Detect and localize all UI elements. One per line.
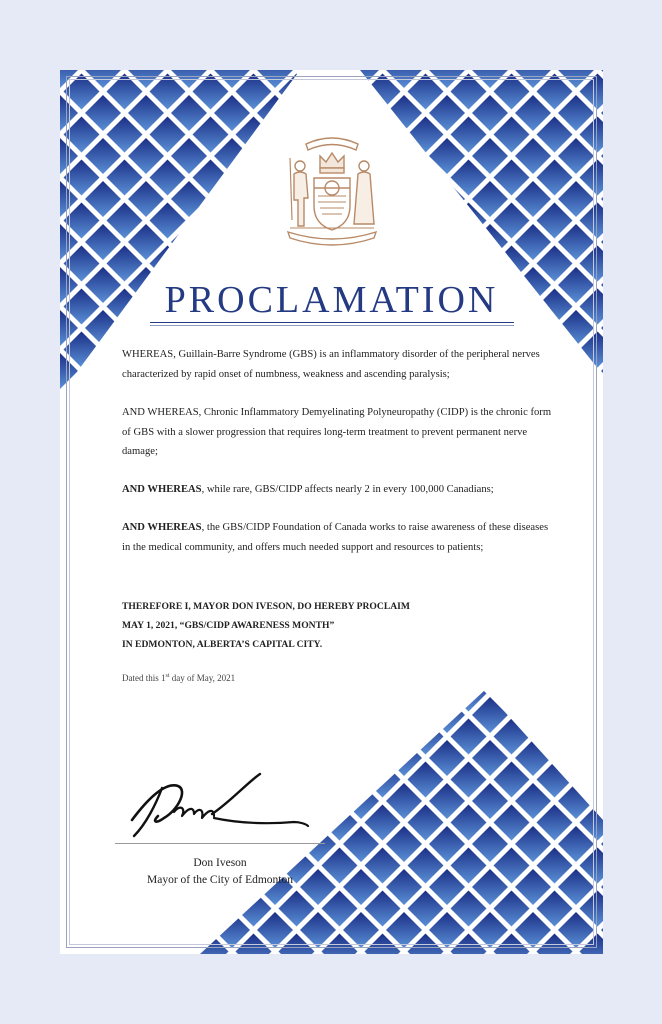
diamond-tile [451, 246, 487, 282]
diamond-tile [386, 181, 422, 217]
title-underline-secondary [150, 325, 514, 326]
whereas-lead: AND WHEREAS [122, 484, 202, 495]
diamond-tile [322, 246, 358, 282]
diamond-tile [322, 74, 358, 110]
diamond-tile [214, 654, 250, 690]
whereas-paragraph-2: AND WHEREAS, Chronic Inflammatory Demyelinating Polyneuropathy (CIDP) is the chronic form of GBS with a slower progression that requires long-term treatment to prevent permanent nerve damage; [122, 407, 552, 457]
diamond-tile [300, 70, 336, 88]
diamond-tile [60, 396, 78, 432]
diamond-tile [580, 676, 604, 712]
diamond-tile [343, 654, 379, 690]
diamond-tile [322, 676, 358, 712]
diamond-tile [580, 375, 604, 411]
diamond-tile [429, 654, 465, 690]
dated-line [122, 673, 235, 683]
diamond-tile [343, 740, 379, 776]
diamond-tile [558, 353, 594, 389]
diamond-tile [193, 719, 229, 755]
diamond-tile [322, 762, 358, 798]
diamond-tile [150, 934, 186, 955]
proclaim-line-3: IN EDMONTON, ALBERTA’S CAPITAL CITY. [122, 639, 323, 650]
dated-prefix: Dated this 1 [122, 673, 166, 683]
diamond-tile [558, 740, 594, 776]
page-title: PROCLAMATION [164, 279, 499, 321]
whereas-paragraph-3 [122, 480, 552, 500]
diamond-tile [236, 160, 272, 196]
diamond-tile [515, 697, 551, 733]
diamond-tile [214, 697, 250, 733]
diamond-tile [85, 396, 121, 432]
diamond-tile [386, 138, 422, 174]
diamond-tile [408, 676, 444, 712]
diamond-tile [279, 719, 315, 755]
diamond-tile [85, 353, 121, 389]
diamond-tile [365, 676, 401, 712]
whereas-paragraph-4 [122, 518, 552, 557]
diamond-tile [257, 697, 293, 733]
signature-line [115, 843, 325, 844]
diamond-tile [171, 654, 207, 690]
diamond-tile [365, 719, 401, 755]
diamond-tile [601, 740, 603, 776]
diamond-tile [386, 224, 422, 260]
dated-suffix: day of May, 2021 [169, 673, 236, 683]
proclamation-sheet [60, 70, 603, 954]
title-underline [150, 322, 514, 323]
whereas-paragraph-1: WHEREAS, Guillain-Barre Syndrome (GBS) is an inflammatory disorder of the peripheral nerves characterized by rapid onset of numbness, weakness and ascending paralysis; [122, 349, 540, 380]
diamond-tile [300, 95, 336, 131]
diamond-tile [472, 654, 508, 690]
diamond-tile [343, 95, 379, 131]
diamond-tile [171, 697, 207, 733]
diamond-tile [214, 181, 250, 217]
diamond-tile [236, 719, 272, 755]
proclamation-statement [122, 597, 552, 654]
diamond-tile [386, 654, 422, 690]
diamond-tile [429, 224, 465, 260]
proclaim-line-1: THEREFORE I, MAYOR DON IVESON, DO HEREBY PROCLAIM [122, 601, 410, 612]
whereas-lead: AND WHEREAS [122, 522, 202, 533]
diamond-tile [150, 719, 186, 755]
diamond-tile [386, 697, 422, 733]
proclaim-line-2: MAY 1, 2021, “GBS/CIDP AWARENESS MONTH” [122, 620, 335, 631]
diamond-tile [601, 396, 603, 432]
diamond-tile [515, 654, 551, 690]
diamond-tile [558, 697, 594, 733]
diamond-tile [601, 783, 603, 819]
diamond-tile [300, 95, 336, 131]
diamond-tile [558, 654, 594, 690]
whereas-text: , the GBS/CIDP Foundation of Canada works to raise awareness of these diseases in the medical community, and offers much needed support and resources to patients; [122, 522, 549, 553]
diamond-tile [580, 762, 604, 798]
diamond-tile [279, 676, 315, 712]
diamond-tile [322, 719, 358, 755]
diamond-tile [365, 246, 401, 282]
diamond-tile [236, 203, 272, 239]
handwritten-signature [122, 768, 322, 840]
diamond-tile [300, 70, 336, 88]
diamond-tile [580, 633, 604, 669]
diamond-tile [408, 246, 444, 282]
diamond-tile [300, 697, 336, 733]
diamond-tile [193, 891, 229, 927]
diamond-tile [236, 246, 272, 282]
diamond-tile [214, 224, 250, 260]
diamond-tile [537, 719, 573, 755]
diamond-tile [64, 418, 100, 454]
diamond-tile [322, 246, 358, 282]
diamond-tile [558, 396, 594, 432]
diamond-tile [257, 654, 293, 690]
signatory-title: Mayor of the City of Edmonton [147, 874, 293, 886]
diamond-tile [171, 912, 207, 948]
whereas-text: , while rare, GBS/CIDP affects nearly 2 in every 100,000 Canadians; [201, 484, 494, 495]
diamond-tile [343, 697, 379, 733]
diamond-tile [300, 654, 336, 690]
diamond-tile [279, 246, 315, 282]
edmonton-coat-of-arms-seal [276, 128, 388, 248]
diamond-tile [537, 676, 573, 712]
diamond-tile [601, 654, 603, 690]
diamond-tile [193, 246, 229, 282]
signatory-name: Don Iveson [193, 857, 247, 869]
diamond-tile [580, 719, 604, 755]
dated-ordinal: st [165, 673, 170, 679]
diamond-tile [322, 74, 358, 110]
diamond-tile [150, 891, 186, 927]
diamond-tile [601, 697, 603, 733]
diamond-tile [236, 676, 272, 712]
diamond-tile [408, 203, 444, 239]
